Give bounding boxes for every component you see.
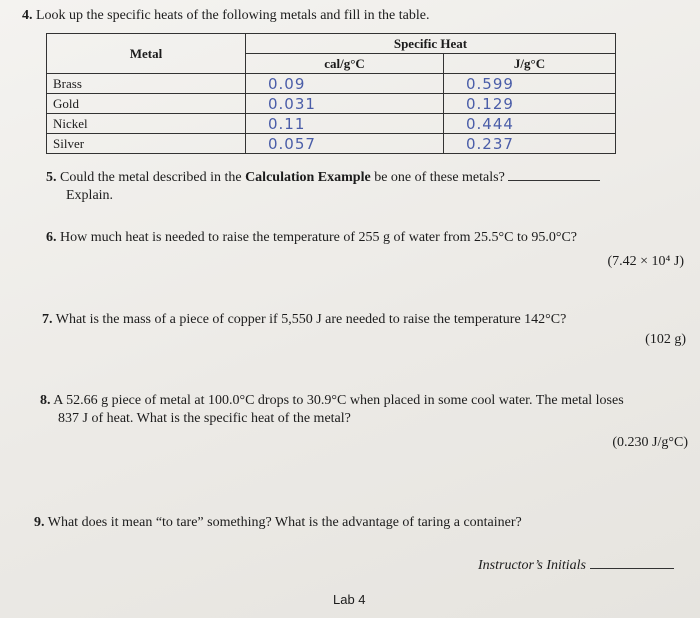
table-row [47,94,616,114]
question-text: A 52.66 g piece of metal at 100.0°C drops to 30.9°C when placed in some cool water. The metal loses [53,393,624,408]
table-row [47,74,616,94]
specific-heat-table [46,33,616,154]
table-row [47,114,616,134]
question-number: 8. [40,393,51,408]
metal-name: Brass [47,74,246,94]
header-metal: Metal [47,34,246,74]
question-text: be one of these metals? [374,170,505,185]
answer-hint: (0.230 J/g°C) [612,435,688,450]
question-text-bold: Calculation Example [245,170,371,185]
question-text: Could the metal described in the [60,170,242,185]
question-6 [46,229,686,247]
metal-name: Gold [47,94,246,114]
question-number: 6. [46,230,57,245]
handwritten-cal-value[interactable]: 0.031 [246,94,444,114]
question-8 [40,392,692,428]
metal-name: Silver [47,134,246,154]
instructor-initials [478,557,674,575]
question-text-line2: Explain. [66,188,114,203]
answer-blank[interactable] [508,180,600,181]
page-footer: Lab 4 [333,592,366,607]
answer-hint: (102 g) [645,332,686,347]
header-cal-per-g-c: cal/g°C [246,54,444,74]
question-number: 5. [46,170,57,185]
question-text-line2: 837 J of heat. What is the specific heat of the metal? [58,411,351,426]
question-number: 4. [22,8,33,23]
question-text: How much heat is needed to raise the temperature of 255 g of water from 25.5°C to 95.0°C? [60,230,577,245]
answer-hint: (7.42 × 10⁴ J) [607,254,684,269]
header-specific-heat: Specific Heat [246,34,616,54]
question-7 [42,311,682,329]
instructor-initials-label: Instructor’s Initials [478,558,586,573]
initials-blank[interactable] [590,568,674,569]
handwritten-cal-value[interactable]: 0.057 [246,134,444,154]
handwritten-cal-value[interactable]: 0.09 [246,74,444,94]
question-number: 7. [42,312,53,327]
question-text: What is the mass of a piece of copper if 5,550 J are needed to raise the temperature 142°C? [55,312,567,327]
question-text: Look up the specific heats of the following metals and fill in the table. [36,8,430,23]
handwritten-j-value[interactable]: 0.599 [444,74,616,94]
metal-name: Nickel [47,114,246,134]
question-text: What does it mean “to tare” something? What is the advantage of taring a container? [47,515,522,530]
handwritten-j-value[interactable]: 0.129 [444,94,616,114]
header-j-per-g-c: J/g°C [444,54,616,74]
question-number: 9. [34,515,45,530]
question-5 [46,169,686,205]
question-4 [22,7,429,25]
handwritten-cal-value[interactable]: 0.11 [246,114,444,134]
question-9 [34,514,674,532]
handwritten-j-value[interactable]: 0.444 [444,114,616,134]
table-row [47,134,616,154]
handwritten-j-value[interactable]: 0.237 [444,134,616,154]
